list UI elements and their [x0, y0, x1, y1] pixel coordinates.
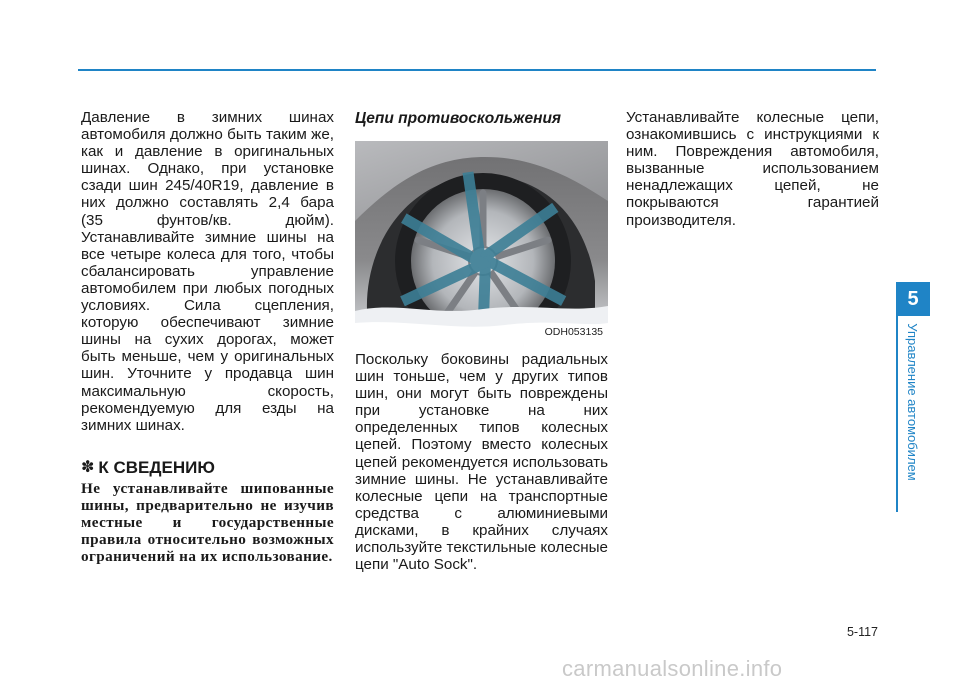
notice-title: К СВЕДЕНИЮ [98, 457, 215, 477]
notice-heading [81, 458, 334, 478]
header-rule [78, 69, 876, 71]
winter-tire-pressure-paragraph: Давление в зимних шинах автомобиля должно быть таким же, как и давление в оригинальных шинах. Однако, при установке сзади шин 245/40R19, давление в них должно составлять 2,4 бара (35 фунтов/кв. дюйм). Устанавливайте зимние шины на все четыре колеса для того, чтобы сбалансировать управление автомобилем при любых погодных условиях. Сила сцепления, которую обеспечивают зимние шины на сухих дорогах, может быть меньше, чем у оригинальных шин. Уточните у продавца шин максимальную скорость, рекомендуемую для езды на зимних шинах. [81, 109, 334, 434]
column-middle [355, 109, 608, 573]
chapter-title-vertical: Управление автомобилем [905, 323, 920, 481]
snow-chain-paragraph: Поскольку боковины радиальных шин тоньше, чем у других типов шин, они могут быть повреждены при установке на них определенных типов колесных цепей. Поэтому вместо колесных цепей рекомендуется использовать зимние шины. Не устанавливайте колесные цепи на транспортные средства с алюминиевыми дисками, в крайних случаях используйте текстильные колесные цепи "Auto Sock". [355, 351, 608, 574]
page-number: 5-117 [846, 625, 878, 639]
section-title: Цепи противоскольжения [355, 110, 562, 127]
watermark: carmanualsonline.info [562, 656, 783, 681]
asterisk-icon: ✽ [81, 458, 95, 476]
chain-install-paragraph: Устанавливайте колесные цепи, ознакомившись с инструкциями к ним. Повреждения автомобиля, вызванные использованием ненадлежащих цепей, не покрываются гарантией производителя. [626, 109, 879, 229]
notice-body: Не устанавливайте шипованные шины, предварительно не изучив местные и государственные правила относительно возможных ограничений на их использование. [81, 479, 334, 566]
chapter-tab: 5 [896, 282, 930, 316]
column-right [626, 109, 879, 229]
figure-code: ODH053135 [544, 326, 603, 338]
snow-chain-wheel-illustration [355, 141, 608, 341]
chapter-side-rule [896, 316, 898, 512]
column-left [81, 109, 334, 565]
wheel-chain-image [355, 141, 608, 341]
